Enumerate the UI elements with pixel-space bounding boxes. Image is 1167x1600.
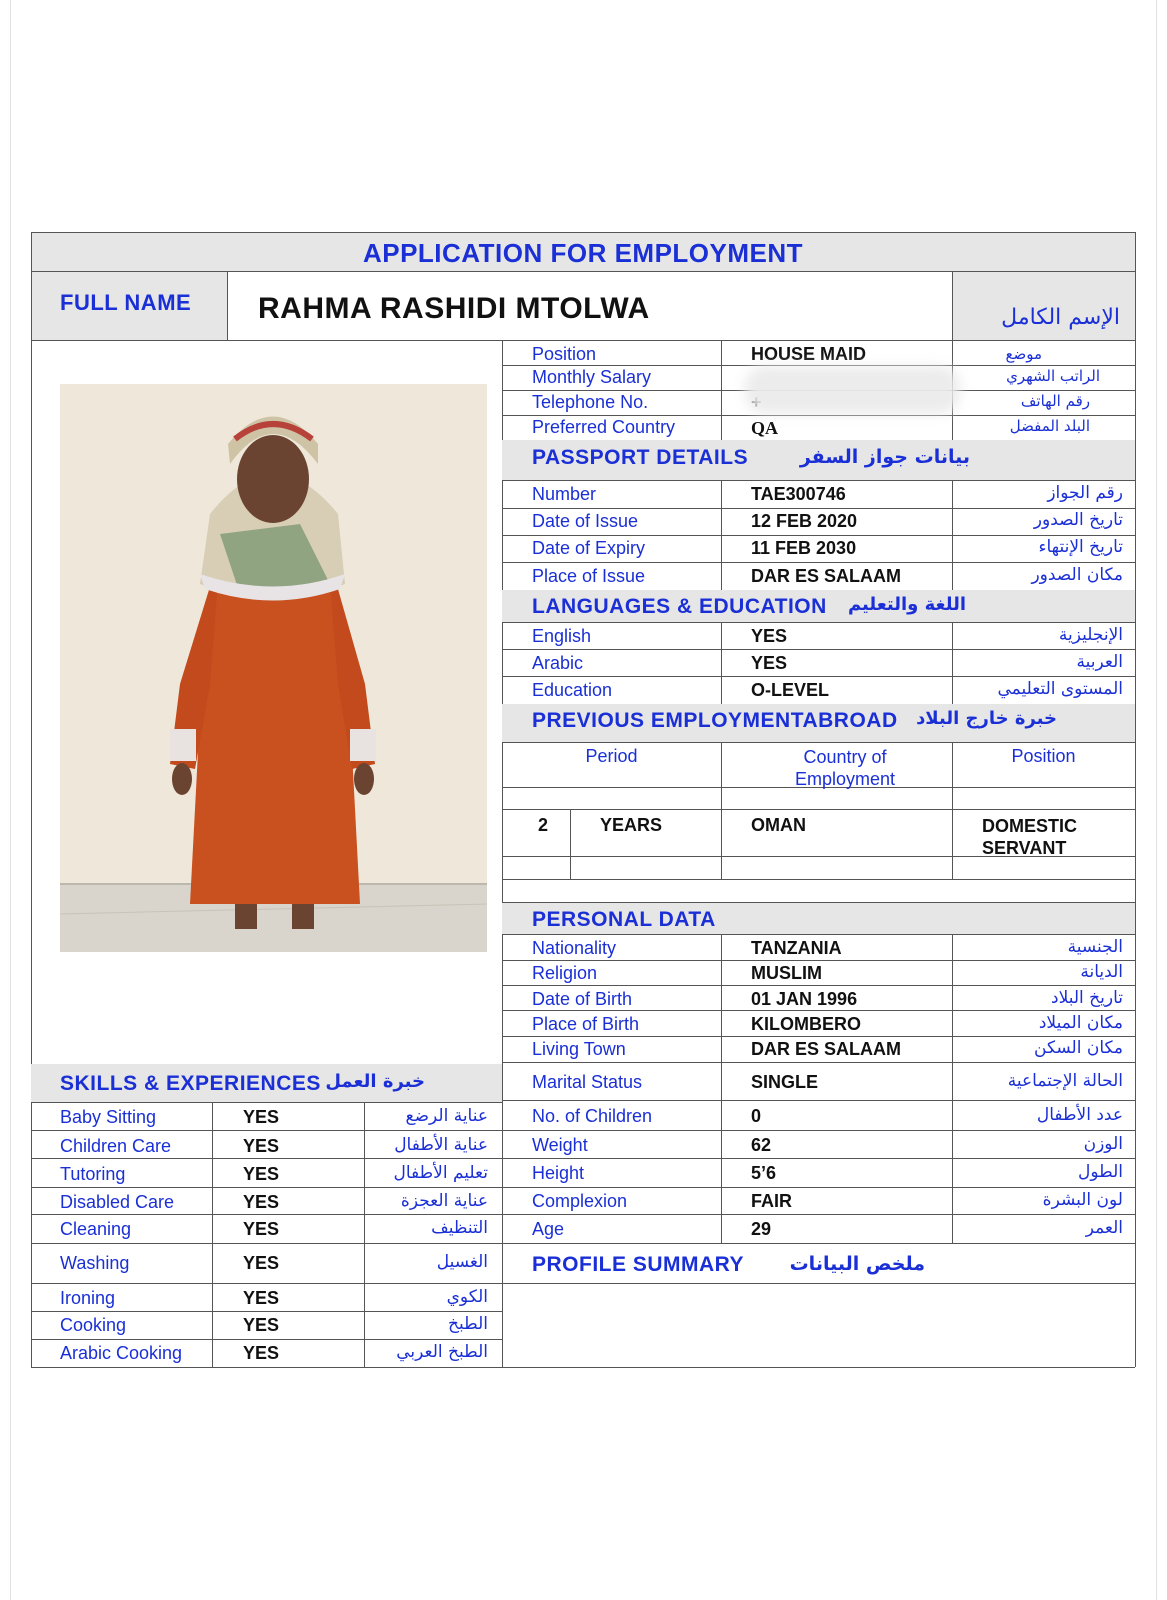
full-name-label: FULL NAME [60,290,192,315]
living-town-value: DAR ES SALAAM [751,1039,902,1059]
full-name-value: RAHMA RASHIDI MTOLWA [258,292,650,325]
applicant-photo-image [60,384,487,952]
passport-number-arabic: رقم الجواز [1047,483,1123,503]
personal-title: PERSONAL DATA [532,908,716,931]
arabic-cooking-value: YES [243,1343,280,1363]
passport-title: PASSPORT DETAILS [532,446,749,469]
baby-sitting-label: Baby Sitting [60,1107,157,1127]
age-arabic: العمر [1085,1218,1123,1238]
previous-title: PREVIOUS EMPLOYMENTABROAD [532,709,898,732]
cooking-label: Cooking [60,1315,127,1335]
english-label: English [532,626,592,646]
tutoring-value: YES [243,1164,280,1184]
washing-label: Washing [60,1253,130,1273]
full-name-arabic: الإسم الكامل [1001,305,1120,330]
issue-date-value: 12 FEB 2020 [751,511,858,531]
form-title: APPLICATION FOR EMPLOYMENT [362,238,804,268]
preferred-country-value: QA [751,418,778,438]
employment-country: OMAN [751,815,806,835]
salary-arabic: الراتب الشهري [1006,367,1100,385]
expiry-date-value: 11 FEB 2030 [751,538,857,558]
washing-arabic: الغسيل [436,1252,488,1272]
marital-status-label: Marital Status [532,1072,643,1092]
height-arabic: الطول [1078,1162,1123,1182]
arabic-arabic: العربية [1076,652,1123,672]
children-label: No. of Children [532,1106,653,1126]
redaction-blur [745,366,960,414]
page-edge-left [10,0,11,1600]
birth-place-arabic: مكان الميلاد [1038,1013,1123,1033]
complexion-arabic: لون البشرة [1042,1190,1123,1210]
tutoring-arabic: تعليم الأطفال [393,1163,488,1183]
complexion-label: Complexion [532,1191,628,1211]
education-label: Education [532,680,613,700]
passport-number-label: Number [532,484,597,504]
position-header: Position [1011,746,1076,766]
previous-title-arabic: خبرة خارج البلاد [916,708,1057,729]
arabic-label: Arabic [532,653,584,673]
disabled-care-value: YES [243,1192,280,1212]
languages-title: LANGUAGES & EDUCATION [532,595,827,618]
english-arabic: الإنجليزية [1058,625,1123,645]
skills-title: SKILLS & EXPERIENCES [60,1072,321,1095]
employment-position: DOMESTIC SERVANT [982,816,1078,858]
position-value: HOUSE MAID [751,344,867,364]
children-care-arabic: عناية الأطفال [394,1135,488,1155]
issue-date-arabic: تاريخ الصدور [1033,510,1123,530]
period-number: 2 [538,815,549,835]
english-value: YES [751,626,788,646]
disabled-care-label: Disabled Care [60,1192,175,1212]
ironing-arabic: الكوي [446,1287,488,1307]
skills-title-arabic: خبرة العمل [325,1071,425,1092]
disabled-care-arabic: عناية العجزة [400,1191,488,1211]
weight-label: Weight [532,1135,588,1155]
living-town-arabic: مكان السكن [1034,1038,1123,1058]
children-arabic: عدد الأطفال [1036,1105,1123,1125]
period-header: Period [585,746,638,766]
nationality-value: TANZANIA [751,938,842,958]
birth-date-label: Date of Birth [532,989,633,1009]
languages-title-arabic: اللغة والتعليم [847,594,966,615]
nationality-label: Nationality [532,938,617,958]
living-town-label: Living Town [532,1039,626,1059]
passport-title-arabic: بيانات جواز السفر [799,446,970,468]
complexion-value: FAIR [751,1191,793,1211]
cleaning-label: Cleaning [60,1219,132,1239]
religion-value: MUSLIM [751,963,822,983]
issue-place-value: DAR ES SALAAM [751,566,902,586]
passport-number-value: TAE300746 [751,484,846,504]
period-unit: YEARS [600,815,663,835]
birth-place-label: Place of Birth [532,1014,640,1034]
ironing-label: Ironing [60,1288,116,1308]
issue-date-label: Date of Issue [532,511,639,531]
telephone-label: Telephone No. [532,392,649,412]
preferred-country-arabic: البلد المفضل [1009,417,1090,435]
children-care-value: YES [243,1136,280,1156]
cleaning-arabic: التنظيف [431,1218,488,1238]
religion-arabic: الديانة [1080,962,1123,982]
birth-date-arabic: تاريخ البلاد [1051,988,1123,1008]
profile-summary-title-arabic: ملخص البيانات [789,1253,925,1275]
baby-sitting-arabic: عناية الرضع [405,1106,488,1126]
issue-place-label: Place of Issue [532,566,646,586]
arabic-cooking-label: Arabic Cooking [60,1343,183,1363]
tutoring-label: Tutoring [60,1164,126,1184]
weight-arabic: الوزن [1083,1134,1123,1154]
height-value: 5’6 [751,1163,777,1183]
cleaning-value: YES [243,1219,280,1239]
marital-status-value: SINGLE [751,1072,819,1092]
position-label: Position [532,344,597,364]
washing-value: YES [243,1253,280,1273]
marital-status-arabic: الحالة الإجتماعية [1007,1071,1123,1091]
education-value: O-LEVEL [751,680,830,700]
arabic-cooking-arabic: الطبخ العربي [396,1342,488,1362]
country-header: Country of Employment [794,747,896,789]
nationality-arabic: الجنسية [1067,937,1123,957]
cooking-arabic: الطبخ [448,1314,488,1334]
cooking-value: YES [243,1315,280,1335]
profile-summary-title: PROFILE SUMMARY [532,1253,745,1276]
ironing-value: YES [243,1288,280,1308]
salary-label: Monthly Salary [532,367,652,387]
age-label: Age [532,1219,565,1239]
age-value: 29 [751,1219,772,1239]
issue-place-arabic: مكان الصدور [1031,565,1123,585]
applicant-photo [60,384,487,952]
page-edge-right [1156,0,1157,1600]
education-arabic: المستوى التعليمي [997,679,1123,699]
weight-value: 62 [751,1135,772,1155]
birth-place-value: KILOMBERO [751,1014,861,1034]
preferred-country-label: Preferred Country [532,417,676,437]
children-care-label: Children Care [60,1136,172,1156]
height-label: Height [532,1163,585,1183]
arabic-value: YES [751,653,788,673]
telephone-arabic: رقم الهاتف [1020,392,1090,410]
birth-date-value: 01 JAN 1996 [751,989,858,1009]
position-arabic: موضع [1005,345,1042,363]
children-value: 0 [751,1106,762,1126]
expiry-date-label: Date of Expiry [532,538,646,558]
expiry-date-arabic: تاريخ الإنتهاء [1038,537,1123,557]
religion-label: Religion [532,963,598,983]
baby-sitting-value: YES [243,1107,280,1127]
